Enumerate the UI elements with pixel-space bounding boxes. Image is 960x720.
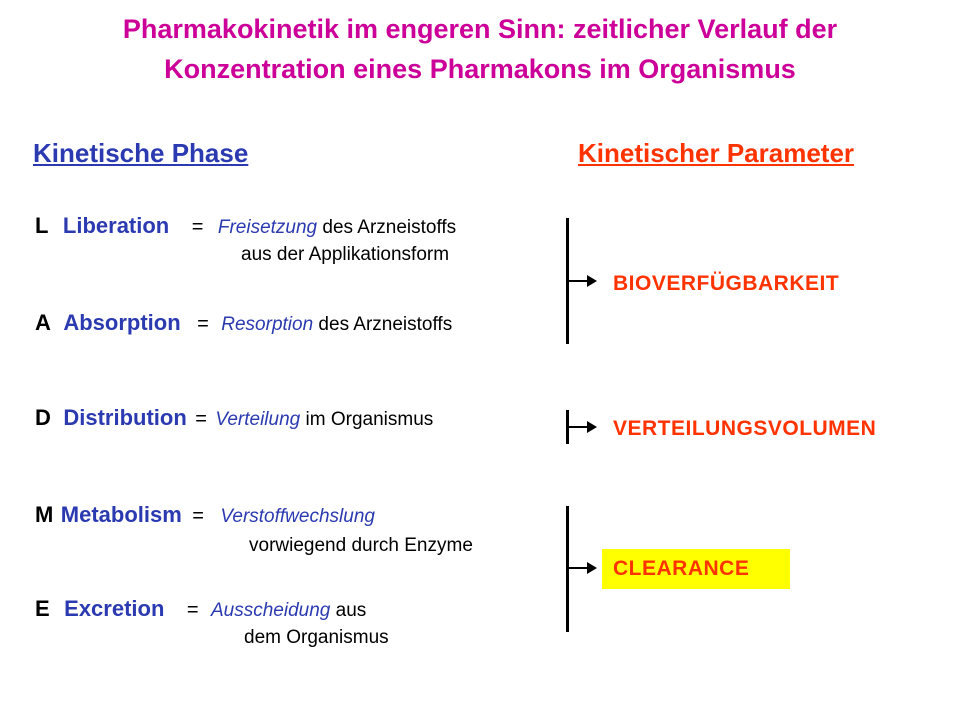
equals-sign: =	[195, 408, 207, 430]
parameter-clearance: CLEARANCE	[613, 557, 750, 580]
arrow-right-icon	[587, 421, 597, 433]
phase-translation: Freisetzung	[217, 217, 318, 238]
phase-term: Distribution	[63, 405, 187, 430]
page-title-line-2: Konzentration eines Pharmakons im Organismus	[164, 54, 796, 84]
phase-translation: Verstoffwechslung	[220, 506, 375, 527]
phase-term: Metabolism	[60, 502, 182, 527]
equals-sign: =	[186, 599, 199, 621]
bracket-clearance	[566, 506, 569, 632]
phase-description: des Arzneistoffs	[317, 217, 457, 238]
bracket-arrow-line	[568, 567, 588, 569]
phase-description: des Arzneistoffs	[313, 314, 453, 335]
phase-absorption	[35, 310, 452, 336]
phase-excretion	[35, 596, 366, 622]
phase-description: im Organismus	[300, 409, 434, 430]
parameter-column-header: Kinetischer Parameter	[578, 138, 855, 168]
phase-metabolism	[35, 502, 375, 528]
phase-liberation-line2: aus der Applikationsform	[241, 244, 450, 265]
phase-metabolism-line2: vorwiegend durch Enzyme	[249, 535, 473, 556]
phase-translation: Verteilung	[215, 409, 301, 430]
arrow-right-icon	[587, 562, 597, 574]
phase-excretion-line2: dem Organismus	[244, 627, 389, 648]
phase-term: Liberation	[62, 213, 170, 238]
phase-term: Excretion	[64, 596, 165, 621]
bracket-arrow-line	[568, 426, 588, 428]
phase-translation: Resorption	[221, 314, 314, 335]
equals-sign: =	[191, 216, 204, 238]
equals-sign: =	[192, 505, 204, 527]
parameter-bioavailability: BIOVERFÜGBARKEIT	[613, 272, 840, 295]
phase-letter: M	[35, 502, 54, 527]
equals-sign: =	[197, 313, 209, 335]
bracket-arrow-line	[568, 280, 588, 282]
parameter-distribution-volume: VERTEILUNGSVOLUMEN	[613, 417, 877, 440]
phase-letter: E	[35, 596, 50, 621]
page-title-line-1: Pharmakokinetik im engeren Sinn: zeitlicher Verlauf der	[122, 14, 838, 44]
phase-letter: L	[35, 213, 49, 238]
phase-translation: Ausscheidung	[211, 600, 331, 621]
phase-description: aus	[330, 600, 367, 621]
phase-letter: D	[35, 405, 51, 430]
arrow-right-icon	[587, 275, 597, 287]
phase-liberation	[35, 213, 456, 239]
phase-column-header: Kinetische Phase	[33, 138, 249, 168]
phase-term: Absorption	[63, 310, 181, 335]
phase-distribution	[35, 405, 433, 431]
phase-letter: A	[35, 310, 51, 335]
